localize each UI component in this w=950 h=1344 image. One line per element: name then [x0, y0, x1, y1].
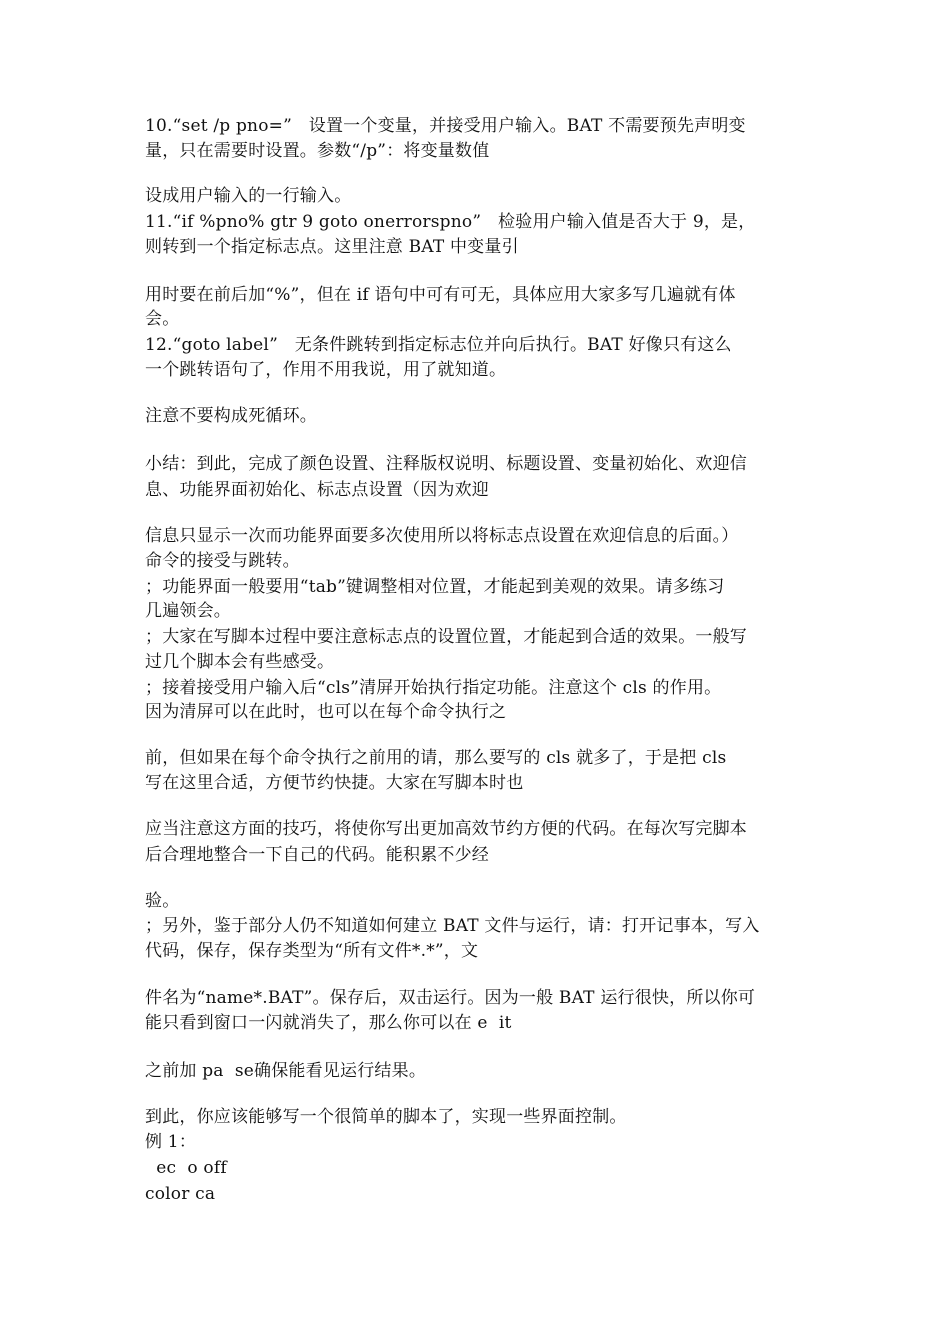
text-line: 件名为“name*.BAT”。保存后，双击运行。因为一般 BAT 运行很快，所以你可: [145, 988, 756, 1008]
text-line: 代码，保存，保存类型为“所有文件*.*”，文: [145, 941, 479, 961]
text-line: 则转到一个指定标志点。这里注意 BAT 中变量引: [145, 237, 519, 257]
text-line: color ca: [145, 1184, 216, 1204]
text-line: 小结：到此，完成了颜色设置、注释版权说明、标题设置、变量初始化、欢迎信: [145, 454, 747, 474]
text-line: 后合理地整合一下自己的代码。能积累不少经: [145, 845, 489, 865]
text-line: 之前加 pa se确保能看见运行结果。: [145, 1061, 427, 1081]
text-line: ；另外，鉴于部分人仍不知道如何建立 BAT 文件与运行，请：打开记事本，写入: [145, 916, 760, 936]
text-line: 验。: [145, 891, 180, 911]
text-line: ；大家在写脚本过程中要注意标志点的设置位置，才能起到合适的效果。一般写: [145, 627, 747, 647]
text-line: 信息只显示一次而功能界面要多次使用所以将标志点设置在欢迎信息的后面。）: [145, 526, 739, 546]
text-line: 一个跳转语句了，作用不用我说，用了就知道。: [145, 360, 507, 380]
text-line: 10.“set /p pno=” 设置一个变量，并接受用户输入。BAT 不需要预先声明变: [145, 116, 746, 136]
text-line: 因为清屏可以在此时，也可以在每个命令执行之: [145, 702, 507, 722]
text-line: 前，但如果在每个命令执行之前用的请，那么要写的 cls 就多了，于是把 cls: [145, 748, 727, 768]
text-line: 过几个脚本会有些感受。: [145, 652, 335, 672]
text-line: 用时要在前后加“%”，但在 if 语句中可有可无，具体应用大家多写几遍就有体: [145, 285, 736, 305]
text-line: 例 1：: [145, 1132, 197, 1152]
text-line: 注意不要构成死循环。: [145, 406, 317, 426]
text-line: 到此，你应该能够写一个很简单的脚本了，实现一些界面控制。: [145, 1107, 627, 1127]
text-line: ec o off: [145, 1158, 227, 1178]
text-line: 设成用户输入的一行输入。: [145, 186, 352, 206]
text-line: 能只看到窗口一闪就消失了，那么你可以在 e it: [145, 1013, 512, 1033]
text-line: ；接着接受用户输入后“cls”清屏开始执行指定功能。注意这个 cls 的作用。: [145, 678, 722, 698]
text-line: 写在这里合适，方便节约快捷。大家在写脚本时也: [145, 773, 524, 793]
text-line: 会。: [145, 309, 180, 329]
text-line: ；功能界面一般要用“tab”键调整相对位置，才能起到美观的效果。请多练习: [145, 577, 725, 597]
text-line: 命令的接受与跳转。: [145, 551, 300, 571]
text-line: 量，只在需要时设置。参数“/p”：将变量数值: [145, 141, 490, 161]
text-line: 息、功能界面初始化、标志点设置（因为欢迎: [145, 480, 489, 500]
text-line: 几遍领会。: [145, 601, 231, 621]
text-line: 12.“goto label” 无条件跳转到指定标志位并向后执行。BAT 好像只有这么: [145, 335, 732, 355]
text-line: 11.“if %pno% gtr 9 goto onerrorspno” 检验用户输入值是否大于 9，是，: [145, 212, 756, 232]
text-line: 应当注意这方面的技巧，将使你写出更加高效节约方便的代码。在每次写完脚本: [145, 819, 747, 839]
